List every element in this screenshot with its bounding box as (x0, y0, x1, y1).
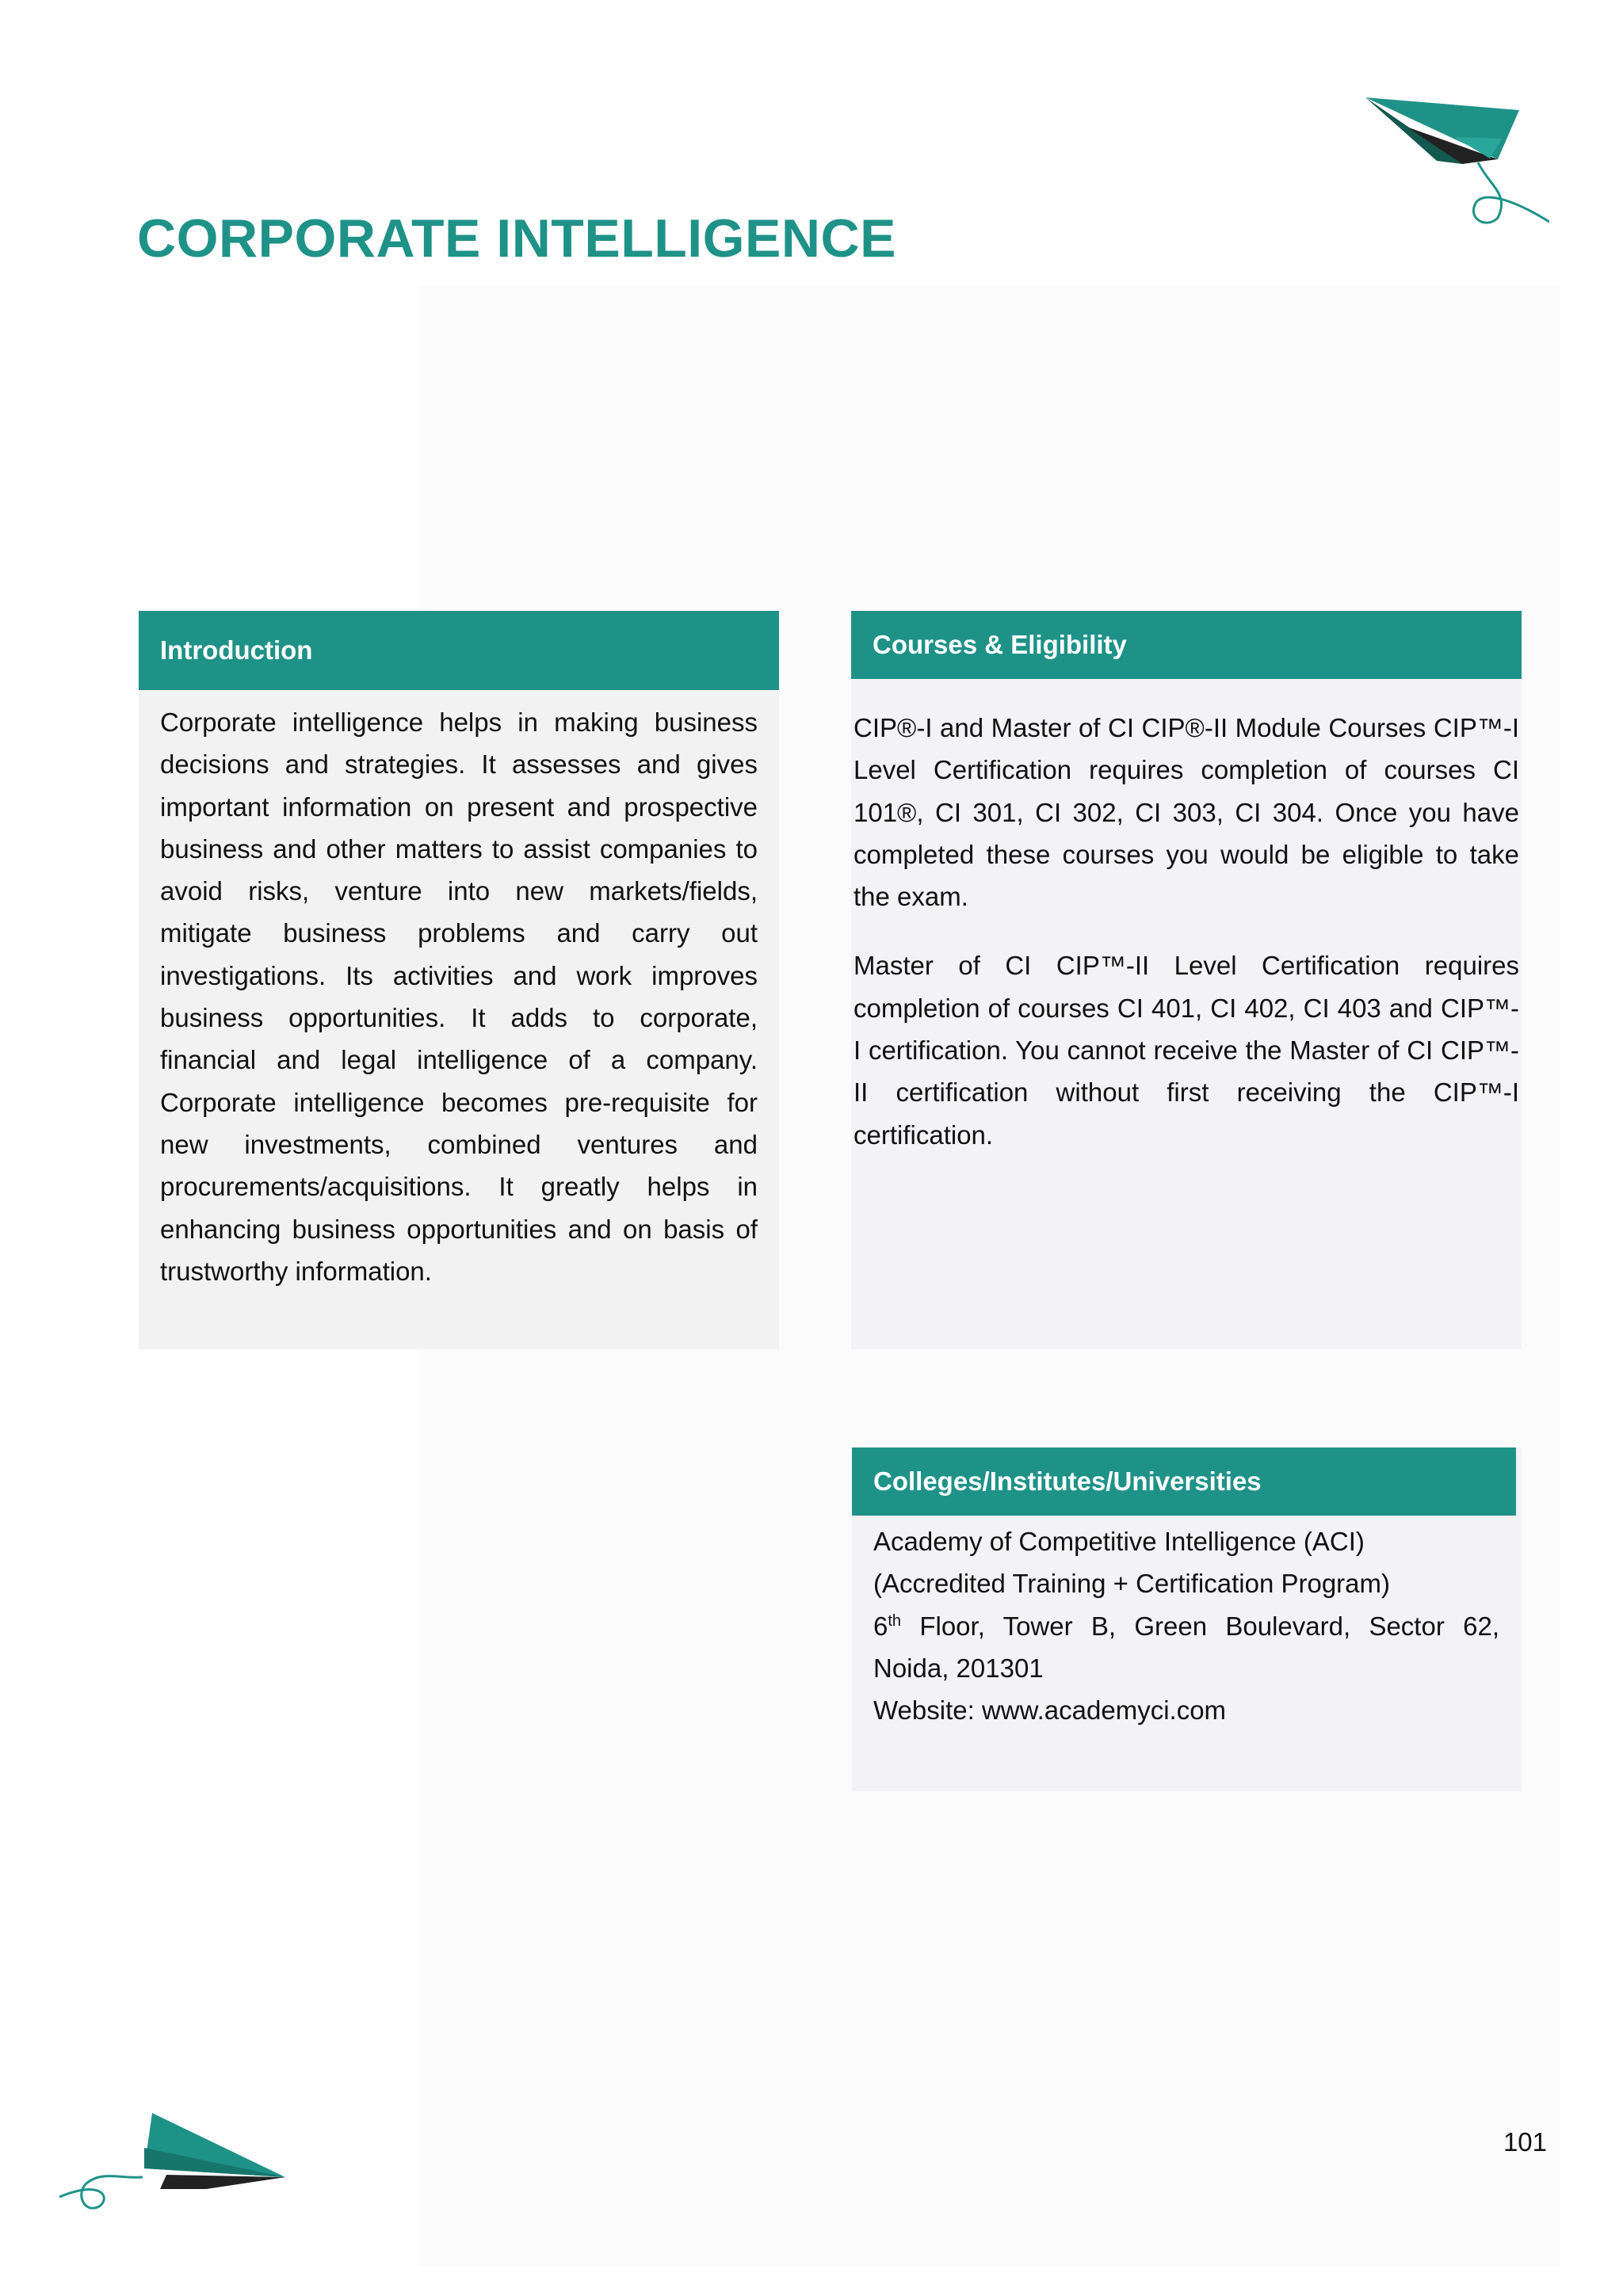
courses-heading: Courses & Eligibility (851, 611, 1522, 679)
courses-paragraph: Master of CI CIP™-II Level Certification requires completion of courses CI 401, CI 402, CI 403 and CIP™-I certification. You cannot receive the Master of CI CIP™-II certification without first receiving the CIP™-I certification. (854, 951, 1519, 1150)
address-line1-text: Floor, Tower B, Green Boulevard, Sector 62, (901, 1611, 1499, 1641)
courses-card (851, 611, 1522, 1349)
courses-paragraph: CIP®-I and Master of CI CIP®-II Module Courses CIP™-I Level Certification requires completion of courses CI 101®, CI 301, CI 302, CI 303, CI 304. Once you have completed these courses you would be eligible to take the exam. (854, 713, 1519, 912)
introduction-heading: Introduction (139, 611, 779, 690)
paper-plane-icon (1359, 91, 1549, 234)
college-program: (Accredited Training + Certification Program) (873, 1569, 1391, 1599)
college-website: Website: www.academyci.com (873, 1695, 1227, 1726)
introduction-body (139, 690, 779, 1292)
address-floor-suffix: th (888, 1611, 902, 1630)
page-title: CORPORATE INTELLIGENCE (137, 208, 896, 269)
college-address-line2: Noida, 201301 (873, 1653, 1044, 1683)
courses-body (851, 679, 1522, 1156)
colleges-body (852, 1516, 1522, 1731)
college-name: Academy of Competitive Intelligence (ACI) (873, 1527, 1365, 1556)
college-address-line1 (873, 1605, 1499, 1647)
colleges-heading: Colleges/Institutes/Universities (852, 1447, 1516, 1516)
paper-plane-icon (55, 2103, 293, 2262)
introduction-paragraph: Corporate intelligence helps in making business decisions and strategies. It assesses and gives important information on present and prospective business and other matters to assist companies to avoid risks, venture into new markets/fields, mitigate business problems and carry out investigations. Its activities and work improves business opportunities. It adds to corporate, financial and legal intelligence of a company. Corporate intelligence becomes pre-requisite for new investments, combined ventures and procurements/acquisitions. It greatly helps in enhancing business opportunities and on basis of trustworthy information. (160, 707, 758, 1286)
colleges-card (852, 1447, 1522, 1791)
introduction-card (139, 611, 779, 1349)
page-number: 101 (1503, 2127, 1547, 2157)
address-floor-number: 6 (873, 1611, 888, 1641)
